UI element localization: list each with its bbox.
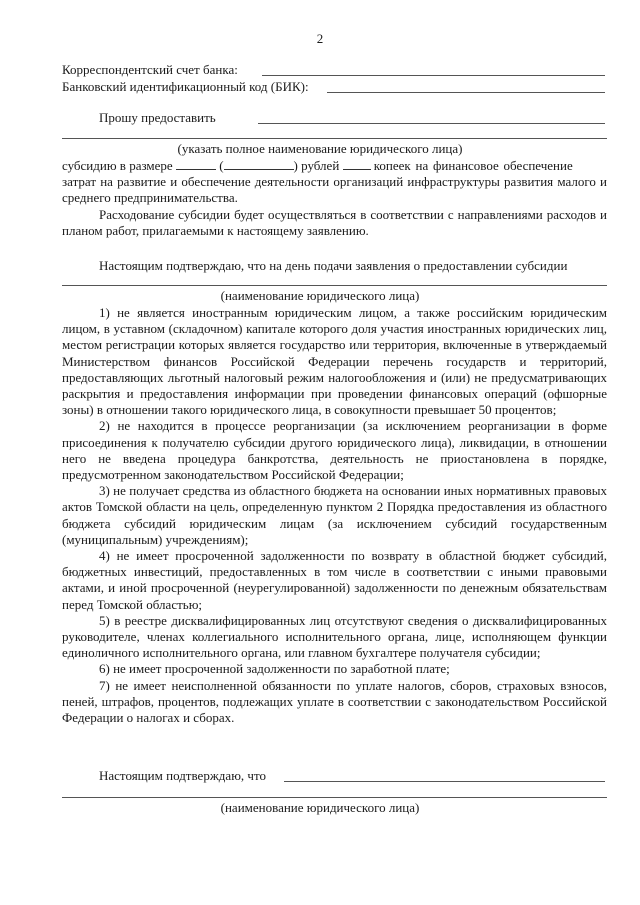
condition-item-5: 5) в реестре дисквалифицированных лиц отсутствуют сведения о дисквалифицированных руководителе, членах коллегиального исполнительного органа, лице, исполняющем функции единоличного исполнительного органа, или главном бухгалтере получателя субсидии; [62,612,607,661]
confirm2-name-hint: (наименование юридического лица) [220,800,420,815]
confirm1-paragraph [62,258,607,274]
subsidy-text-b: ( [219,158,224,173]
subsidy-amount-field[interactable] [176,158,216,170]
corr-account-label: Корреспондентский счет банка: [62,62,238,77]
confirm2-org-field-2[interactable] [62,797,607,798]
org-name-hint: (указать полное наименование юридического лица) [177,141,463,156]
org-name-field-1[interactable] [258,123,605,124]
condition-item-4: 4) не имеет просроченной задолженности по возврату в областной бюджет субсидий, бюджетных инвестиций, предоставленных в том числе в соответствии с иными правовыми актами, и иной просроченной (неурегулированной) задолженности по денежным обязательствам перед Томской областью; [62,548,607,612]
confirm1-intro: Настоящим подтверждаю, что на день подачи заявления о предоставлении субсидии [99,258,568,273]
condition-item-6: 6) не имеет просроченной задолженности по заработной плате; [99,661,450,677]
subsidy-kopecks-field[interactable] [343,158,371,170]
subsidy-amount-line [62,158,607,173]
conditions-list [62,305,607,726]
confirm1-name-hint: (наименование юридического лица) [220,288,420,303]
page-number: 2 [316,31,324,46]
subsidy-text-d: копеек на финансовое обеспечение [373,158,573,173]
bik-field[interactable] [327,92,605,93]
subsidy-amount-words-field[interactable] [224,158,294,170]
corr-account-field[interactable] [262,75,605,76]
condition-item-1: 1) не является иностранным юридическим лицом, а также российским юридическим лицом, в уставном (складочном) капитале которого доля участия иностранных юридических лиц, местом регистрации которых является государство или территория, включенные в утверждаемый Министерством финансов Российской Федерации перечень государств и территорий, предоставляющих льготный налоговый режим налогообложения и (или) не предусматривающих раскрытия и предоставления информации при проведении финансовых операций (офшорные зоны) в отношении такого юридического лица, в совокупности превышает 50 процентов; [62,305,607,418]
confirm1-org-field[interactable] [62,285,607,286]
subsidy-purpose-text: затрат на развитие и обеспечение деятельности организаций инфраструктуры развития малого и среднего предпринимательства. [62,174,607,206]
spending-paragraph [62,207,607,239]
condition-item-3: 3) не получает средства из областного бюджета на основании иных нормативных правовых актов Томской области на цель, определенную пунктом 2 Порядка предоставления из областного бюджета субсидий юридическим лицам (за исключением субсидий государственным (муниципальным) учреждениям); [62,483,607,547]
subsidy-text-a: субсидию в размере [62,158,173,173]
subsidy-text-c: ) рублей [293,158,340,173]
bik-label: Банковский идентификационный код (БИК): [62,79,309,94]
confirm2-intro: Настоящим подтверждаю, что [99,768,266,783]
confirm2-org-field-1[interactable] [284,781,605,782]
spending-text: Расходование субсидии будет осуществляться в соответствии с направлениями расходов и планом работ, прилагаемыми к настоящему заявлению. [62,207,607,239]
org-name-field-2[interactable] [62,138,607,139]
condition-item-2: 2) не находится в процессе реорганизации (за исключением реорганизации в форме присоединения к получателю субсидии другого юридического лица), ликвидации, в отношении него не введена процедура банкротства, деятельность не приостановлена в порядке, предусмотренном законодательством Российской Федерации; [62,418,607,483]
request-label: Прошу предоставить [99,110,216,125]
condition-item-7: 7) не имеет неисполненной обязанности по уплате налогов, сборов, страховых взносов, пеней, штрафов, процентов, подлежащих уплате в соответствии с законодательством Российской Федерации о налогах и сборах. [62,677,607,726]
